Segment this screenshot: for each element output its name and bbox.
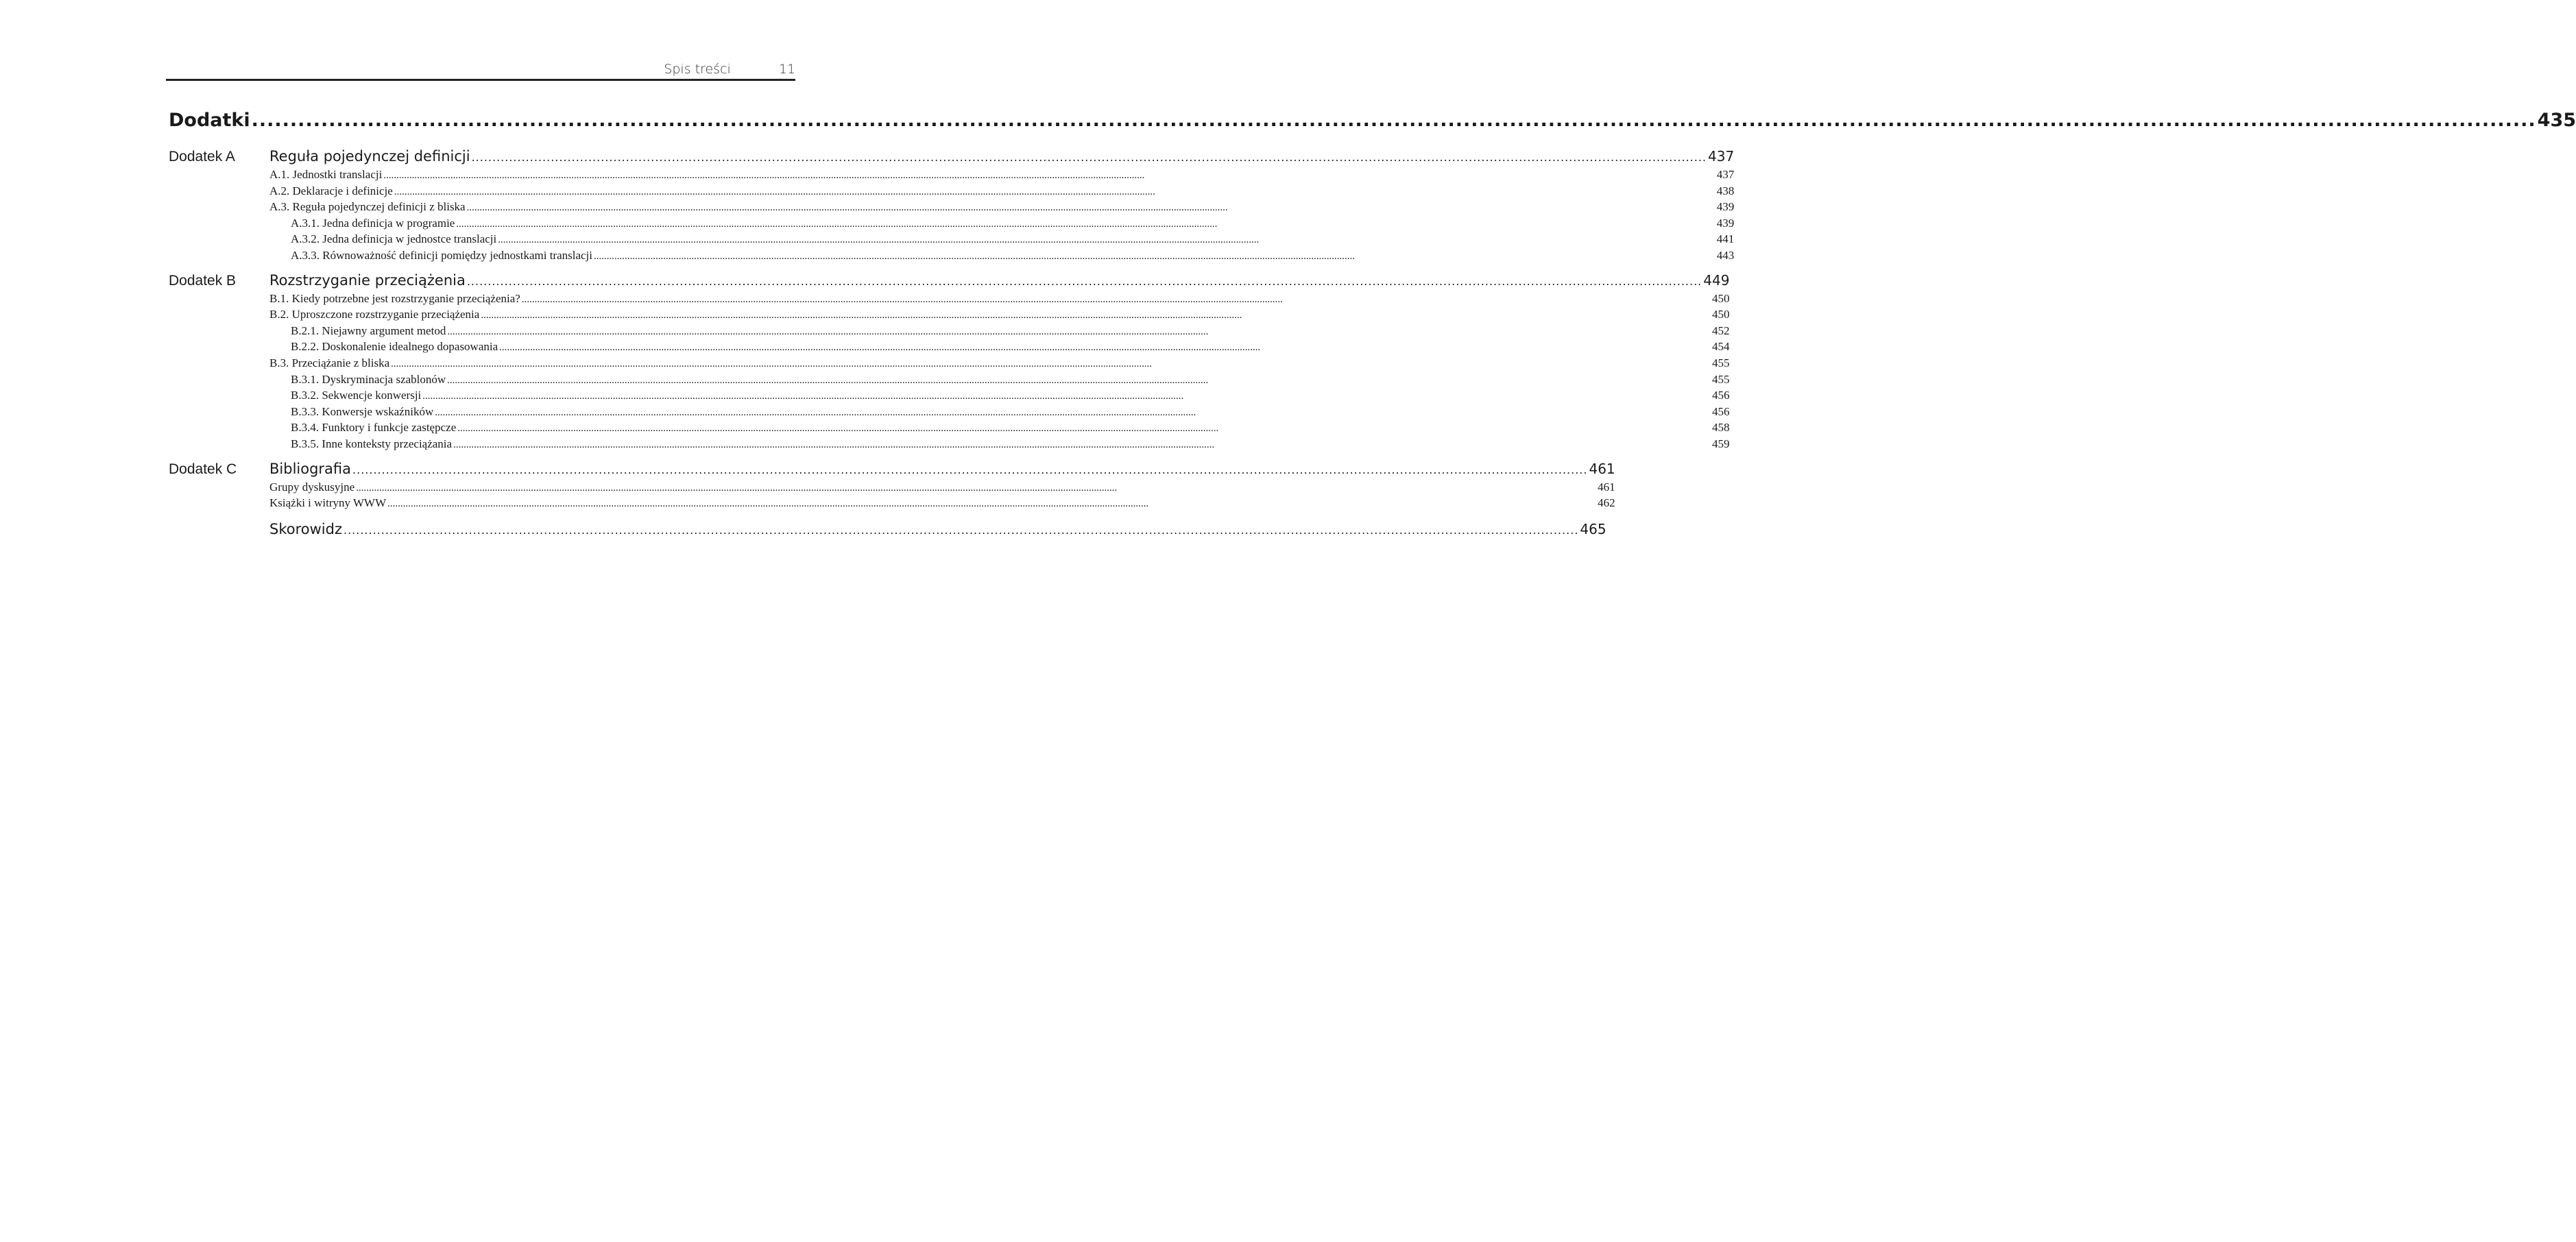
entry-title: B.2.2. Doskonalenie idealnego dopasowania [291,340,498,354]
entry-page: 459 [1711,437,1730,450]
chapter-heading[interactable] [269,459,1615,479]
entry-title: B.3.3. Konwersje wskaźników [291,404,434,418]
part-page: 435 [2537,110,2576,131]
toc-entry[interactable] [269,306,1729,323]
running-header [166,58,795,81]
dot-leader [435,405,1711,422]
entry-page: 450 [1711,308,1730,321]
appendix-list [169,147,1735,511]
entry-page: 439 [1716,216,1735,230]
dot-leader [422,389,1711,405]
chapter-page: 449 [1703,271,1730,289]
dot-leader [467,271,1702,291]
toc-entry[interactable] [269,199,1734,215]
entry-title: A.2. Deklaracje i definicje [269,184,393,197]
page-number: 11 [778,62,795,77]
dot-leader [387,496,1596,513]
toc-entry[interactable] [269,167,1734,183]
entry-page: 452 [1711,324,1730,337]
entry-title: A.3.1. Jedna definicja w programie [291,216,455,230]
index-heading[interactable] [269,520,1606,539]
toc-entry[interactable] [269,247,1734,264]
entry-title: A.1. Jednostki translacji [269,168,383,181]
entry-page: 443 [1716,248,1735,262]
entry-page: 450 [1711,291,1730,305]
entry-page: 456 [1711,404,1730,418]
entry-title: Grupy dyskusyjne [269,480,355,494]
toc-entry[interactable] [269,419,1729,436]
section-title: Spis treści [664,62,731,77]
chapter-page: 437 [1708,148,1735,165]
entry-page: 455 [1711,356,1730,369]
toc-entry[interactable] [269,355,1729,372]
appendix-label: Dodatek A [169,149,235,165]
entry-title: B.3.5. Inne konteksty przeciążania [291,437,453,450]
appendix-label: Dodatek C [169,461,237,477]
toc-entry[interactable] [269,495,1615,511]
chapter-heading[interactable] [269,147,1734,167]
entry-page: 461 [1598,480,1615,494]
entry-page: 437 [1716,168,1735,181]
index-title: Skorowidz [269,520,342,537]
dot-leader [499,340,1711,356]
entry-title: Książki i witryny WWW [269,496,387,510]
appendix-label: Dodatek B [169,272,237,289]
dot-leader [456,217,1715,233]
entry-title: B.1. Kiedy potrzebne jest rozstrzyganie przeciążenia? [269,291,520,305]
toc-entry[interactable] [269,323,1729,339]
dot-leader [252,110,2536,131]
entry-title: B.3. Przeciążanie z bliska [269,356,390,369]
appendix-block [169,459,1615,511]
entry-page: 458 [1711,421,1730,435]
toc-entry[interactable] [269,404,1729,420]
chapter-heading[interactable] [269,271,1729,291]
dot-leader [472,147,1707,167]
entry-title: B.3.2. Sekwencje konwersji [291,389,422,402]
appendix-body [269,459,1615,511]
index-page: 465 [1580,520,1606,537]
entry-title: A.3. Reguła pojedynczej definicji z bliska [269,200,466,214]
appendix-block [169,147,1735,264]
header-rule [166,79,795,81]
appendix-block [169,271,1730,452]
chapter-title: Reguła pojedynczej definicji [269,148,470,165]
toc-entry[interactable] [269,215,1734,232]
dot-leader [352,460,1587,480]
dot-leader [447,324,1711,341]
toc-entry[interactable] [269,436,1729,452]
entry-page: 441 [1716,232,1735,246]
entry-title: A.3.2. Jedna definicja w jednostce translacji [291,232,497,246]
toc-entry[interactable] [269,183,1734,199]
toc-entry[interactable] [269,479,1615,496]
entry-title: B.2.1. Niejawny argument metod [291,324,446,337]
chapter-title: Bibliografia [269,460,352,477]
appendix-body [269,147,1734,264]
toc-entry[interactable] [269,339,1729,355]
appendix-body [269,271,1729,452]
entry-page: 455 [1711,372,1730,386]
dot-leader [344,520,1578,540]
part-heading[interactable] [169,110,2576,137]
dot-leader [481,308,1711,324]
toc-entry[interactable] [269,372,1729,388]
chapter-title: Rozstrzyganie przeciążenia [269,271,466,289]
entry-page: 454 [1711,340,1730,354]
dot-leader [453,437,1711,454]
entry-page: 438 [1716,184,1735,197]
toc-entry[interactable] [269,231,1734,247]
entry-page: 456 [1711,389,1730,402]
entry-title: B.2. Uproszczone rozstrzyganie przeciążenia [269,308,480,321]
dot-leader [594,249,1716,265]
entry-page: 462 [1598,496,1615,510]
entry-title: B.3.1. Dyskryminacja szablonów [291,372,446,386]
entry-title: A.3.3. Równoważność definicji pomiędzy jednostkami translacji [291,248,593,262]
chapter-page: 461 [1589,460,1615,477]
entry-title: B.3.4. Funktory i funkcje zastępcze [291,421,457,435]
dot-leader [356,480,1596,497]
toc-entry[interactable] [269,291,1729,307]
entry-page: 439 [1716,200,1735,214]
dot-leader [383,168,1715,184]
dot-leader [467,200,1716,217]
dot-leader [391,356,1711,373]
toc-entry[interactable] [269,387,1729,404]
table-of-contents [169,110,2576,539]
dot-leader [394,184,1716,201]
part-title: Dodatki [169,110,250,131]
dot-leader [447,373,1711,389]
dot-leader [498,232,1715,249]
dot-leader [522,292,1711,308]
dot-leader [457,421,1711,437]
